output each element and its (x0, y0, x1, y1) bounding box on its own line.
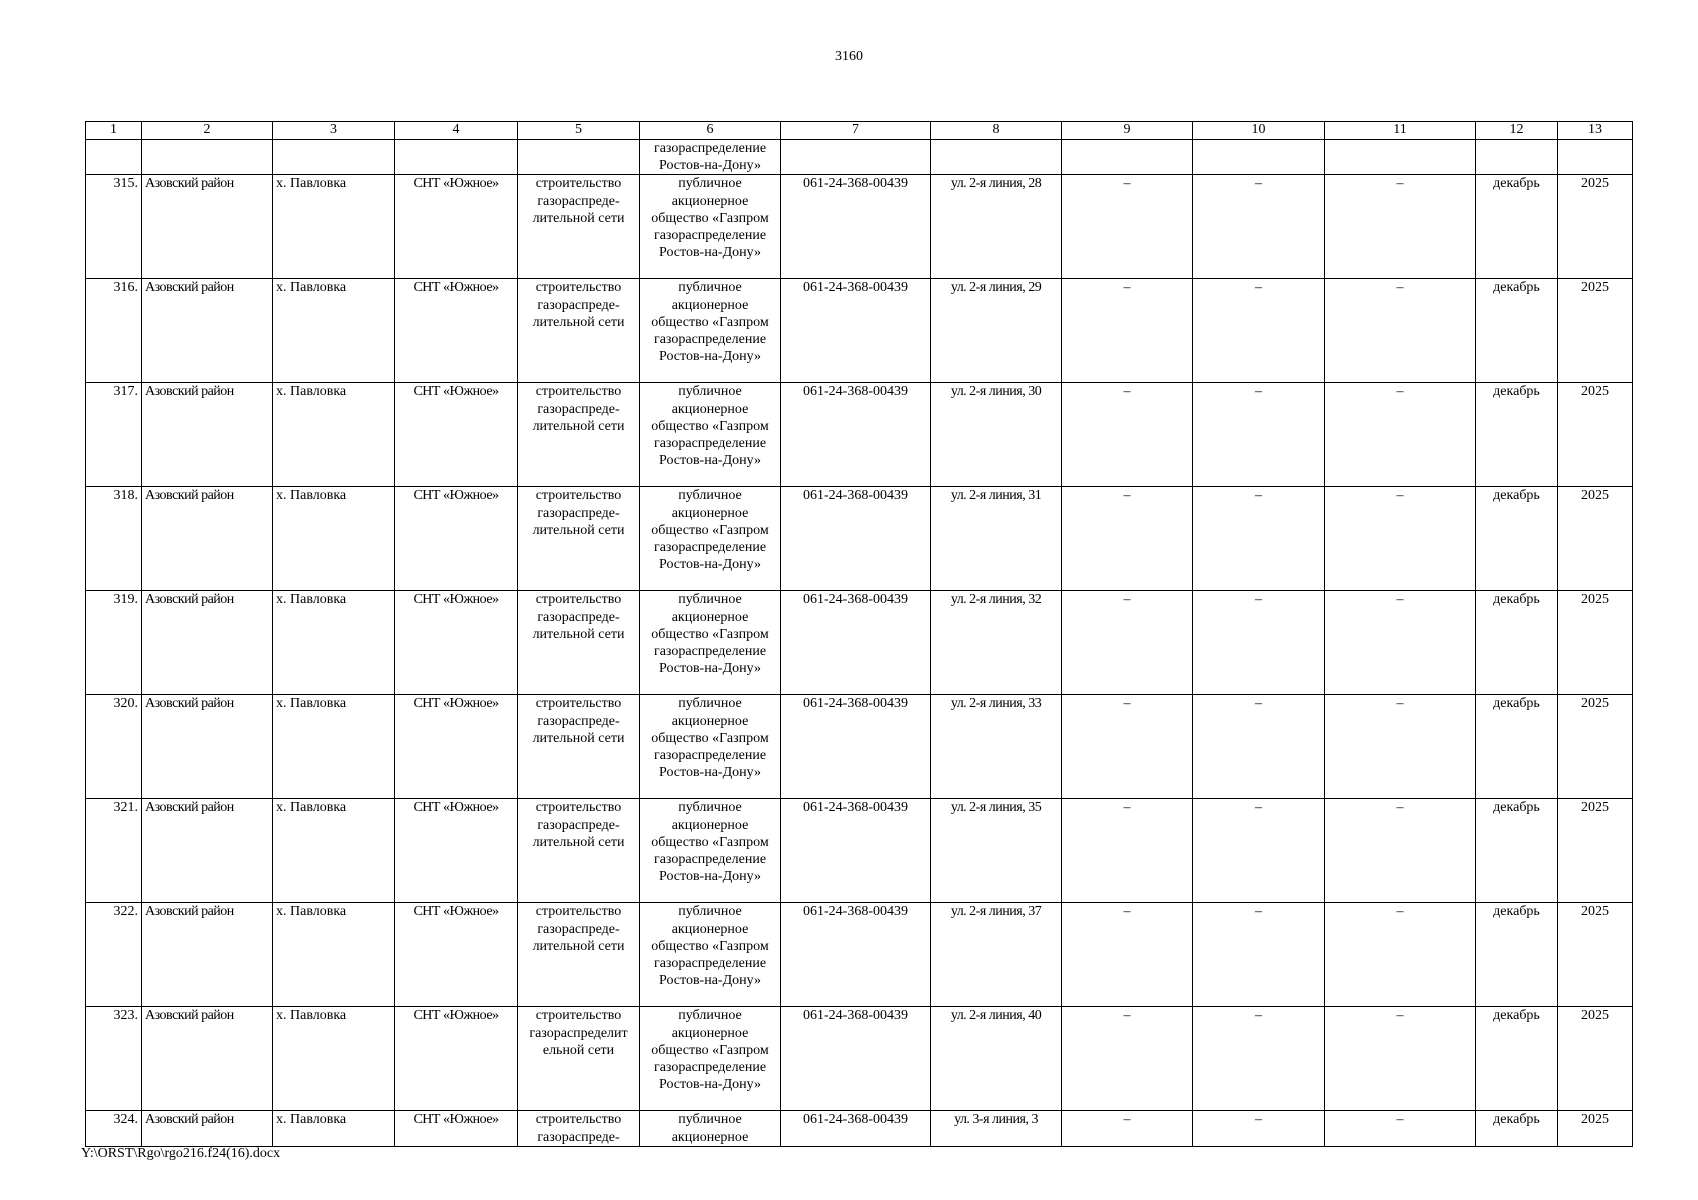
column-11-cell: – (1325, 1111, 1476, 1146)
object-cell: СНТ «Южное» (395, 1111, 518, 1146)
owner-cell: публичное акционерное (640, 1111, 781, 1146)
object-cell: СНТ «Южное» (395, 799, 518, 903)
year-cell: 2025 (1558, 279, 1633, 383)
object-cell: СНТ «Южное» (395, 383, 518, 487)
owner-cell: публичное акционерное общество «Газпром газораспределение Ростов-на-Дону» (640, 591, 781, 695)
column-9-cell: – (1062, 175, 1193, 279)
column-header: 3 (273, 122, 395, 140)
year-cell: 2025 (1558, 695, 1633, 799)
column-10-cell: – (1193, 1007, 1325, 1111)
cadastral-number-cell: 061-24-368-00439 (781, 799, 931, 903)
district-cell: Азовский район (142, 279, 273, 383)
table-row (86, 695, 1633, 799)
row-number-cell: 318. (86, 487, 142, 591)
owner-cell: публичное акционерное общество «Газпром газораспределение Ростов-на-Дону» (640, 487, 781, 591)
column-header: 13 (1558, 122, 1633, 140)
column-header: 9 (1062, 122, 1193, 140)
address-cell: ул. 3-я линия, 3 (931, 1111, 1062, 1146)
column-10-cell: – (1193, 487, 1325, 591)
column-10-cell: – (1193, 279, 1325, 383)
column-11-cell: – (1325, 695, 1476, 799)
column-9-cell: – (1062, 903, 1193, 1007)
work-type-cell: строительство газораспреде-лительной сети (518, 487, 640, 591)
column-header: 12 (1476, 122, 1558, 140)
year-cell: 2025 (1558, 1007, 1633, 1111)
continuation-row (86, 140, 1633, 175)
table-row (86, 279, 1633, 383)
column-11-cell: – (1325, 279, 1476, 383)
row-number-cell: 320. (86, 695, 142, 799)
column-11-cell: – (1325, 903, 1476, 1007)
column-header: 8 (931, 122, 1062, 140)
month-cell: декабрь (1476, 1111, 1558, 1146)
settlement-cell: х. Павловка (273, 591, 395, 695)
month-cell: декабрь (1476, 695, 1558, 799)
cadastral-number-cell: 061-24-368-00439 (781, 383, 931, 487)
cadastral-number-cell: 061-24-368-00439 (781, 175, 931, 279)
row-number-cell: 316. (86, 279, 142, 383)
cadastral-number-cell: 061-24-368-00439 (781, 1007, 931, 1111)
month-cell: декабрь (1476, 279, 1558, 383)
column-11-cell: – (1325, 383, 1476, 487)
column-header: 1 (86, 122, 142, 140)
settlement-cell: х. Павловка (273, 1111, 395, 1146)
table-row (86, 591, 1633, 695)
column-header: 7 (781, 122, 931, 140)
district-cell: Азовский район (142, 487, 273, 591)
cadastral-number-cell: 061-24-368-00439 (781, 1111, 931, 1146)
month-cell: декабрь (1476, 383, 1558, 487)
settlement-cell: х. Павловка (273, 695, 395, 799)
owner-cell: публичное акционерное общество «Газпром газораспределение Ростов-на-Дону» (640, 279, 781, 383)
column-11-cell: – (1325, 487, 1476, 591)
cadastral-number-cell: 061-24-368-00439 (781, 487, 931, 591)
month-cell: декабрь (1476, 591, 1558, 695)
column-10-cell: – (1193, 591, 1325, 695)
owner-cell: газораспределение Ростов-на-Дону» (640, 140, 781, 175)
column-10-cell: – (1193, 695, 1325, 799)
district-cell: Азовский район (142, 383, 273, 487)
table-row (86, 799, 1633, 903)
column-10-cell: – (1193, 1111, 1325, 1146)
object-cell: СНТ «Южное» (395, 487, 518, 591)
owner-cell: публичное акционерное общество «Газпром газораспределение Ростов-на-Дону» (640, 383, 781, 487)
table-body (86, 122, 1633, 1147)
column-9-cell: – (1062, 1007, 1193, 1111)
column-10-cell: – (1193, 175, 1325, 279)
table-row (86, 903, 1633, 1007)
table-row (86, 487, 1633, 591)
column-10-cell: – (1193, 799, 1325, 903)
address-cell: ул. 2-я линия, 30 (931, 383, 1062, 487)
column-11-cell: – (1325, 175, 1476, 279)
work-type-cell: строительство газораспреде-лительной сети (518, 383, 640, 487)
year-cell: 2025 (1558, 383, 1633, 487)
cadastral-number-cell: 061-24-368-00439 (781, 695, 931, 799)
district-cell: Азовский район (142, 1111, 273, 1146)
owner-cell: публичное акционерное общество «Газпром газораспределение Ростов-на-Дону» (640, 799, 781, 903)
district-cell: Азовский район (142, 175, 273, 279)
register-table (85, 121, 1633, 1147)
work-type-cell: строительство газораспреде-лительной сети (518, 799, 640, 903)
year-cell: 2025 (1558, 1111, 1633, 1146)
row-number-cell: 315. (86, 175, 142, 279)
row-number-cell: 321. (86, 799, 142, 903)
year-cell: 2025 (1558, 487, 1633, 591)
work-type-cell: строительство газораспреде-лительной сети (518, 175, 640, 279)
object-cell: СНТ «Южное» (395, 695, 518, 799)
table-row (86, 1007, 1633, 1111)
row-number-cell: 317. (86, 383, 142, 487)
column-9-cell: – (1062, 799, 1193, 903)
district-cell: Азовский район (142, 1007, 273, 1111)
row-number-cell: 324. (86, 1111, 142, 1146)
work-type-cell: строительство газораспреде- (518, 1111, 640, 1146)
address-cell: ул. 2-я линия, 31 (931, 487, 1062, 591)
cadastral-number-cell: 061-24-368-00439 (781, 591, 931, 695)
work-type-cell: строительство газораспреде-лительной сети (518, 279, 640, 383)
column-header: 11 (1325, 122, 1476, 140)
settlement-cell: х. Павловка (273, 175, 395, 279)
object-cell: СНТ «Южное» (395, 903, 518, 1007)
month-cell: декабрь (1476, 175, 1558, 279)
object-cell: СНТ «Южное» (395, 175, 518, 279)
column-header: 2 (142, 122, 273, 140)
address-cell: ул. 2-я линия, 32 (931, 591, 1062, 695)
address-cell: ул. 2-я линия, 29 (931, 279, 1062, 383)
address-cell: ул. 2-я линия, 37 (931, 903, 1062, 1007)
column-9-cell: – (1062, 1111, 1193, 1146)
column-9-cell: – (1062, 591, 1193, 695)
column-9-cell: – (1062, 279, 1193, 383)
object-cell: СНТ «Южное» (395, 279, 518, 383)
year-cell: 2025 (1558, 591, 1633, 695)
year-cell: 2025 (1558, 175, 1633, 279)
work-type-cell: строительство газораспреде-лительной сети (518, 903, 640, 1007)
owner-cell: публичное акционерное общество «Газпром газораспределение Ростов-на-Дону» (640, 175, 781, 279)
month-cell: декабрь (1476, 487, 1558, 591)
month-cell: декабрь (1476, 1007, 1558, 1111)
column-11-cell: – (1325, 799, 1476, 903)
year-cell: 2025 (1558, 903, 1633, 1007)
table-row (86, 175, 1633, 279)
work-type-cell: строительство газораспреде-лительной сети (518, 591, 640, 695)
column-header: 4 (395, 122, 518, 140)
district-cell: Азовский район (142, 903, 273, 1007)
work-type-cell: строительство газораспределит ельной сети (518, 1007, 640, 1111)
district-cell: Азовский район (142, 695, 273, 799)
column-header: 5 (518, 122, 640, 140)
column-number-header-row (86, 122, 1633, 140)
district-cell: Азовский район (142, 591, 273, 695)
address-cell: ул. 2-я линия, 33 (931, 695, 1062, 799)
district-cell: Азовский район (142, 799, 273, 903)
column-9-cell: – (1062, 383, 1193, 487)
column-10-cell: – (1193, 383, 1325, 487)
year-cell: 2025 (1558, 799, 1633, 903)
settlement-cell: х. Павловка (273, 1007, 395, 1111)
column-11-cell: – (1325, 1007, 1476, 1111)
column-9-cell: – (1062, 487, 1193, 591)
object-cell: СНТ «Южное» (395, 591, 518, 695)
column-10-cell: – (1193, 903, 1325, 1007)
settlement-cell: х. Павловка (273, 383, 395, 487)
object-cell: СНТ «Южное» (395, 1007, 518, 1111)
work-type-cell: строительство газораспреде-лительной сети (518, 695, 640, 799)
month-cell: декабрь (1476, 903, 1558, 1007)
page-number: 3160 (835, 49, 863, 64)
address-cell: ул. 2-я линия, 35 (931, 799, 1062, 903)
settlement-cell: х. Павловка (273, 279, 395, 383)
column-header: 10 (1193, 122, 1325, 140)
cadastral-number-cell: 061-24-368-00439 (781, 279, 931, 383)
column-header: 6 (640, 122, 781, 140)
address-cell: ул. 2-я линия, 40 (931, 1007, 1062, 1111)
month-cell: декабрь (1476, 799, 1558, 903)
table-row (86, 383, 1633, 487)
owner-cell: публичное акционерное общество «Газпром газораспределение Ростов-на-Дону» (640, 903, 781, 1007)
table-row (86, 1111, 1633, 1146)
settlement-cell: х. Павловка (273, 903, 395, 1007)
owner-cell: публичное акционерное общество «Газпром газораспределение Ростов-на-Дону» (640, 695, 781, 799)
column-9-cell: – (1062, 695, 1193, 799)
address-cell: ул. 2-я линия, 28 (931, 175, 1062, 279)
settlement-cell: х. Павловка (273, 487, 395, 591)
row-number-cell: 322. (86, 903, 142, 1007)
column-11-cell: – (1325, 591, 1476, 695)
file-path-footer: Y:\ORST\Rgo\rgo216.f24(16).docx (81, 1146, 281, 1161)
row-number-cell: 323. (86, 1007, 142, 1111)
owner-cell: публичное акционерное общество «Газпром газораспределение Ростов-на-Дону» (640, 1007, 781, 1111)
settlement-cell: х. Павловка (273, 799, 395, 903)
cadastral-number-cell: 061-24-368-00439 (781, 903, 931, 1007)
row-number-cell: 319. (86, 591, 142, 695)
